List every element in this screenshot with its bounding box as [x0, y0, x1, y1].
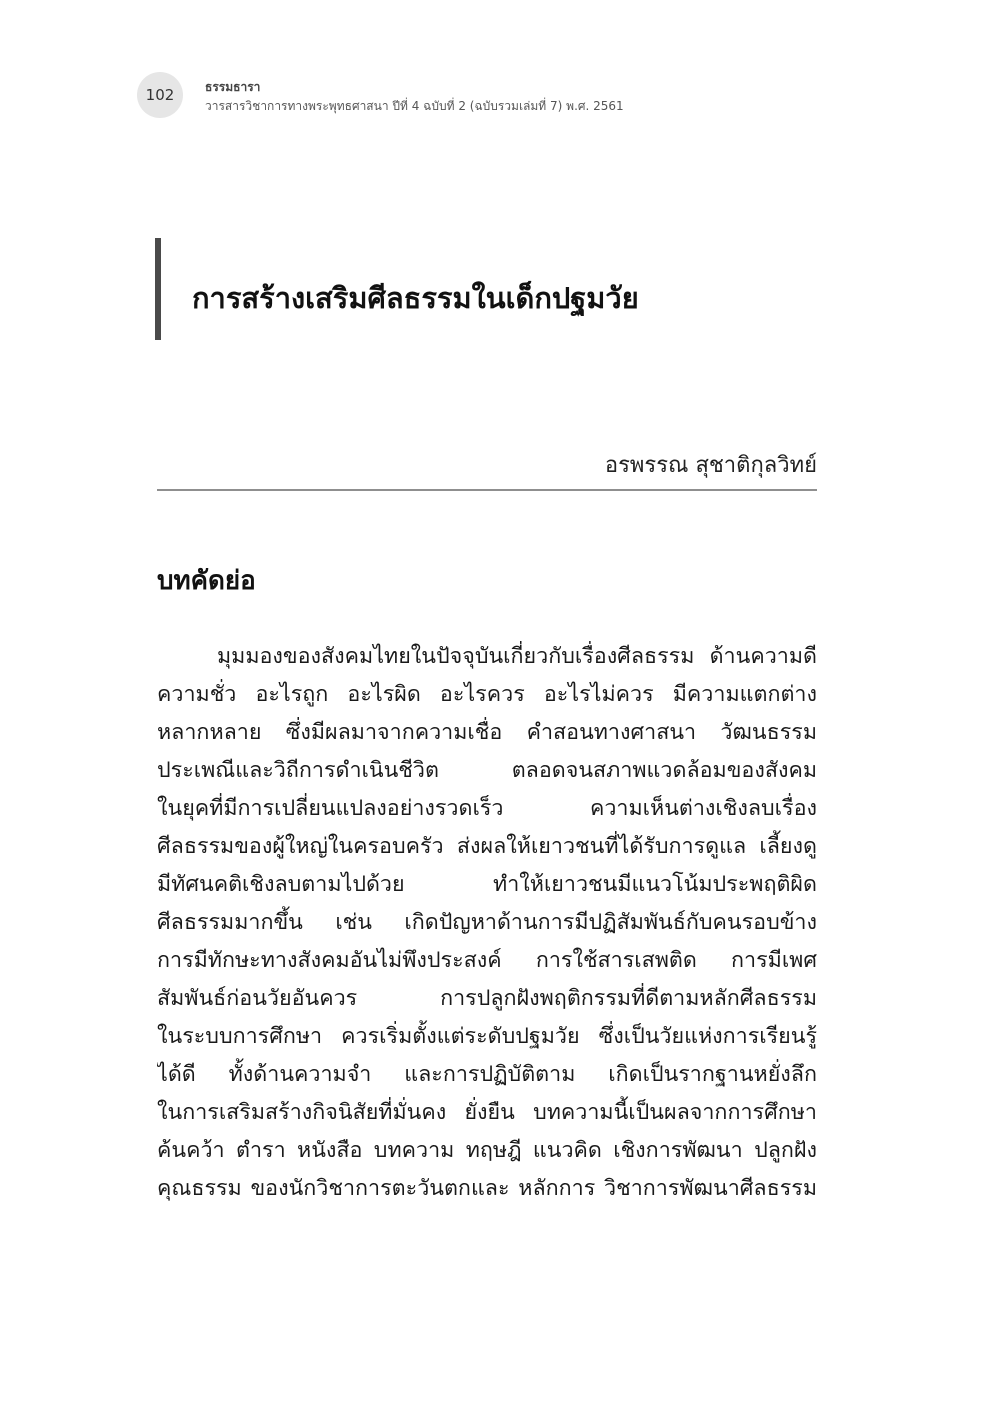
abstract-line: ได้ดี ทั้งด้านความจำ และการปฏิบัติตาม เกิดเป็นรากฐานหยั่งลึก	[157, 1062, 817, 1087]
abstract-line: ค้นคว้า ตำรา หนังสือ บทความ ทฤษฎี แนวคิด เชิงการพัฒนา ปลูกฝัง	[157, 1138, 817, 1163]
abstract-line: ในระบบการศึกษา ควรเริ่มตั้งแต่ระดับปฐมวัย ซึ่งเป็นวัยแห่งการเรียนรู้	[157, 1024, 817, 1049]
abstract-line: ในการเสริมสร้างกิจนิสัยที่มั่นคง ยั่งยืน บทความนี้เป็นผลจากการศึกษา	[157, 1100, 817, 1125]
journal-name: ธรรมธารา	[205, 80, 261, 94]
abstract-line: ประเพณีและวิถีการดำเนินชีวิต ตลอดจนสภาพแวดล้อมของสังคม	[157, 758, 817, 783]
abstract-line: สัมพันธ์ก่อนวัยอันควร การปลูกฝังพฤติกรรมที่ดีตามหลักศีลธรรม	[157, 986, 817, 1011]
abstract-line: หลากหลาย ซึ่งมีผลมาจากความเชื่อ คำสอนทางศาสนา วัฒนธรรม	[157, 720, 817, 745]
journal-issue: วารสารวิชาการทางพระพุทธศาสนา ปีที่ 4 ฉบับที่ 2 (ฉบับรวมเล่มที่ 7) พ.ศ. 2561	[205, 99, 624, 113]
abstract-line: ในยุคที่มีการเปลี่ยนแปลงอย่างรวดเร็ว ความเห็นต่างเชิงลบเรื่อง	[157, 796, 817, 821]
abstract-line: ศีลธรรมของผู้ใหญ่ในครอบครัว ส่งผลให้เยาวชนที่ได้รับการดูแล เลี้ยงดู	[157, 834, 817, 859]
abstract-line: คุณธรรม ของนักวิชาการตะวันตกและ หลักการ วิชาการพัฒนาศีลธรรม	[157, 1176, 817, 1201]
abstract-line: ศีลธรรมมากขึ้น เช่น เกิดปัญหาด้านการมีปฏิสัมพันธ์กับคนรอบข้าง	[157, 910, 817, 935]
author-name: อรพรรณ สุชาติกุลวิทย์	[604, 453, 817, 478]
page-number-badge: 102	[137, 72, 183, 118]
abstract-line: ความชั่ว อะไรถูก อะไรผิด อะไรควร อะไรไม่ควร มีความแตกต่าง	[157, 682, 817, 707]
article-title: การสร้างเสริมศีลธรรมในเด็กปฐมวัย	[192, 281, 639, 315]
title-accent-bar	[155, 238, 161, 340]
abstract-line: การมีทักษะทางสังคมอันไม่พึงประสงค์ การใช้สารเสพติด การมีเพศ	[157, 948, 817, 973]
abstract-heading: บทคัดย่อ	[157, 566, 256, 596]
author-divider	[157, 489, 817, 491]
abstract-line: มุมมองของสังคมไทยในปัจจุบันเกี่ยวกับเรื่องศีลธรรม ด้านความดี	[217, 644, 817, 669]
abstract-body	[157, 638, 817, 1208]
abstract-line: มีทัศนคติเชิงลบตามไปด้วย ทำให้เยาวชนมีแนวโน้มประพฤติผิด	[157, 872, 817, 897]
